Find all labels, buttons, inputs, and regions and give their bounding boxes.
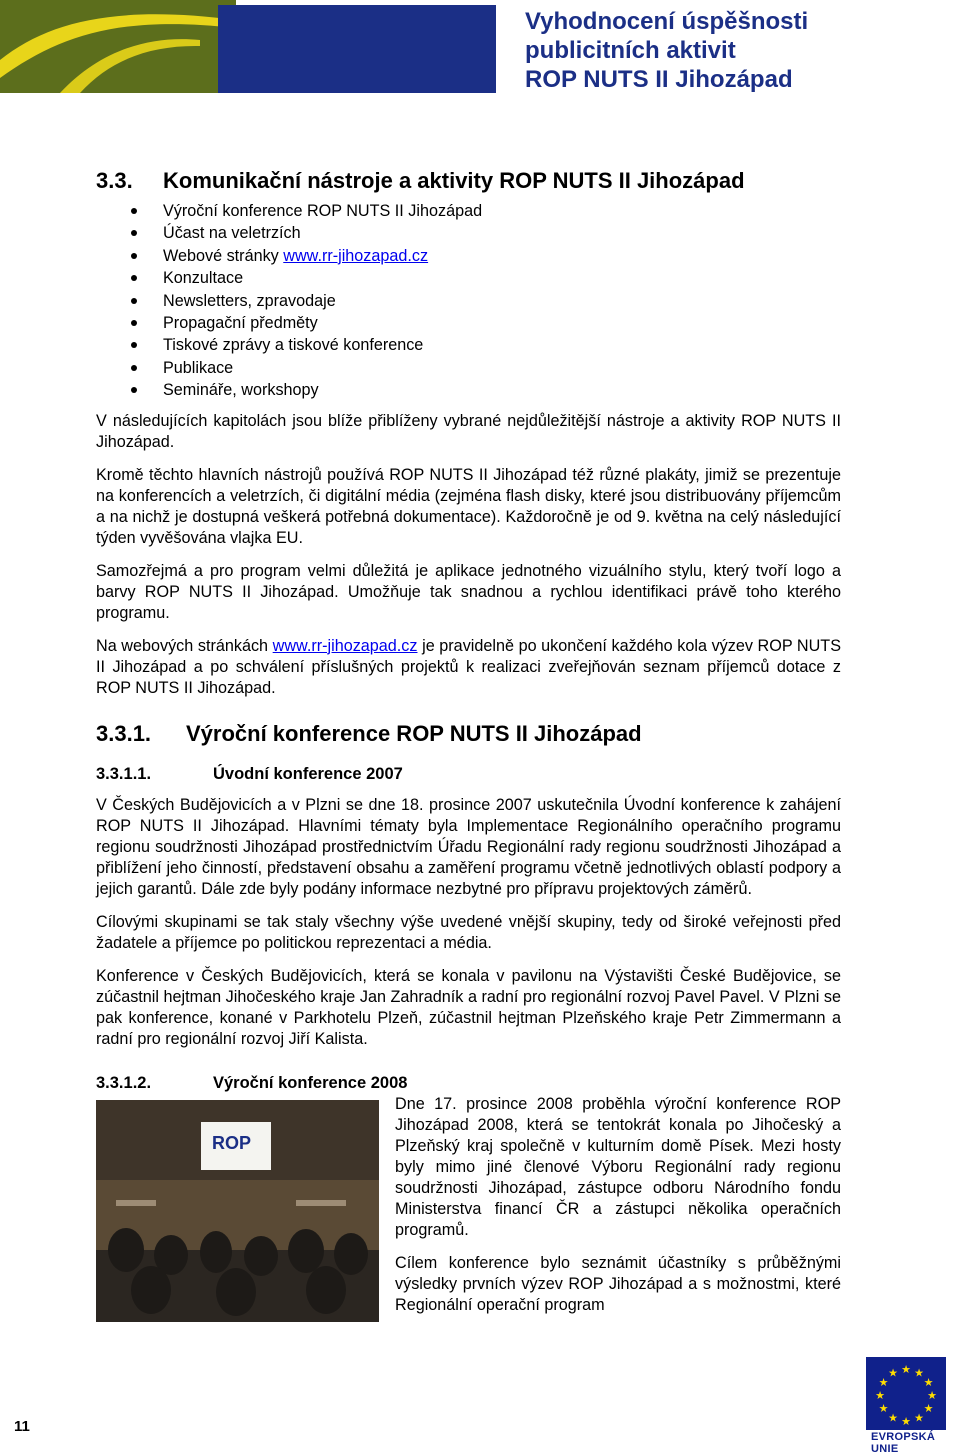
subsubsection-number: 3.3.1.1. bbox=[96, 764, 152, 783]
spacer bbox=[96, 954, 841, 966]
svg-text:★: ★ bbox=[923, 1402, 934, 1415]
bullet-icon bbox=[131, 342, 137, 348]
eu-label: EVROPSKÁ UNIE bbox=[871, 1431, 936, 1455]
list-item bbox=[96, 334, 841, 356]
eu-flag-icon bbox=[866, 1357, 946, 1430]
header-title-line: ROP NUTS II Jihozápad bbox=[525, 66, 793, 93]
list-item-text: Tiskové zprávy a tiskové konference bbox=[163, 336, 424, 355]
svg-text:★: ★ bbox=[914, 1411, 924, 1425]
subsubsection-number: 3.3.1.2. bbox=[96, 1073, 152, 1092]
subsection-heading bbox=[96, 719, 841, 749]
subsection-number: 3.3.1. bbox=[96, 720, 152, 746]
spacer bbox=[96, 785, 841, 795]
paragraph: V Českých Budějovicích a v Plzni se dne 18. prosince 2007 uskutečnila Úvodní konference k zahájení ROP NUTS II Jihozápad. Hlavními tématy byla Implementace Regionálního operačního programu regionu soudržnosti Jihozápad prostřednictvím Úřadu Regionální rady regionu soudržnosti Jihozápad a přiblížení jeho činností, představení obsahu a zaměření programu včetně jednotlivých oblastí podpory a jejich garantů. Dále zde byly podány informace nezbytné pro přípravu projektových záměrů. bbox=[96, 795, 841, 898]
list-item bbox=[96, 357, 841, 379]
subsubsection-heading bbox=[96, 1072, 841, 1094]
intro-paragraph: V následujících kapitolách jsou blíže přiblíženy vybrané nejdůležitější nástroje a aktivity ROP NUTS II Jihozápad. bbox=[96, 411, 841, 451]
list-item-text: Konzultace bbox=[163, 269, 244, 288]
svg-text:★: ★ bbox=[875, 1389, 885, 1402]
bullet-icon bbox=[131, 230, 137, 236]
website-link[interactable]: www.rr-jihozapad.cz bbox=[283, 246, 429, 265]
list-item-text: Výroční konference ROP NUTS II Jihozápad bbox=[163, 202, 483, 220]
paragraph: Cílem konference bylo seznámit účastníky s průběžnými výsledky prvních výzev ROP Jihozápad a s možnostmi, které Regionální operační program bbox=[395, 1253, 841, 1314]
subsubsection-heading bbox=[96, 763, 841, 785]
header-title-line: Vyhodnocení úspěšnosti bbox=[525, 8, 809, 35]
bullet-icon bbox=[131, 387, 137, 393]
header-title-line: publicitních aktivit bbox=[525, 37, 736, 64]
subsubsection-title: Úvodní konference 2007 bbox=[213, 764, 403, 783]
conference-2008-block bbox=[96, 1094, 841, 1322]
svg-text:★: ★ bbox=[901, 1363, 911, 1376]
list-item bbox=[96, 379, 841, 401]
svg-text:★: ★ bbox=[914, 1366, 924, 1380]
svg-text:★: ★ bbox=[878, 1402, 889, 1415]
paragraph: Cílovými skupinami se tak staly všechny výše uvedené vnější skupiny, tedy od široké veřejnosti před žadatele a příjemce po politickou reprezentaci a média. bbox=[96, 912, 841, 952]
paragraph-text: Na webových stránkách bbox=[96, 636, 273, 655]
spacer bbox=[96, 549, 841, 561]
list-item-text: Účast na veletrzích bbox=[163, 224, 301, 243]
paragraph-text: je pravidelně po ukončení každého kola výzev ROP NUTS II Jihozápad a po schválení příslušných projektů k realizaci zveřejňován seznam příjemců dotace z ROP NUTS II Jihozápad. bbox=[96, 636, 841, 697]
bullet-icon bbox=[131, 253, 137, 259]
spacer bbox=[96, 453, 841, 465]
list-item-text: Newsletters, zpravodaje bbox=[163, 291, 336, 310]
bullet-icon bbox=[131, 208, 137, 214]
list-item-text: Propagační předměty bbox=[163, 314, 318, 333]
list-item bbox=[96, 222, 841, 244]
spacer bbox=[96, 1050, 841, 1072]
swoosh-graphic bbox=[0, 0, 236, 93]
header-green-graphic bbox=[0, 0, 236, 93]
spacer bbox=[96, 699, 841, 719]
list-item bbox=[96, 200, 841, 222]
spacer bbox=[96, 749, 841, 763]
spacer bbox=[395, 1241, 841, 1253]
paragraph: Konference v Českých Budějovicích, která se konala v pavilonu na Výstavišti České Budějovice, se zúčastnil hejtman Jihočeského kraje Jan Zahradník a radní pro regionální rozvoj Pavel Pavel. V Plzni se pak konference, konané v Parkhotelu Plzeň, zúčastnil hejtman Plzeňského kraje Petr Zimmermann a radní pro regionální rozvoj Jiří Kalista. bbox=[96, 966, 841, 1048]
bullet-icon bbox=[131, 275, 137, 281]
conference-2008-text bbox=[395, 1094, 841, 1316]
list-item bbox=[96, 267, 841, 289]
document-body bbox=[96, 166, 841, 1322]
section-heading bbox=[96, 166, 841, 196]
svg-text:★: ★ bbox=[888, 1366, 898, 1380]
tools-list bbox=[96, 200, 841, 402]
subsection-title: Výroční konference ROP NUTS II Jihozápad bbox=[186, 720, 642, 746]
section-title: Komunikační nástroje a aktivity ROP NUTS II Jihozápad bbox=[163, 168, 745, 193]
paragraph: Samozřejmá a pro program velmi důležitá je aplikace jednotného vizuálního stylu, který tvoří logo a barvy ROP NUTS II Jihozápad. Umožňuje tak snadnou a rychlou identifikaci právě toho kterého programu. bbox=[96, 561, 841, 622]
section-number: 3.3. bbox=[96, 168, 133, 193]
bullet-icon bbox=[131, 298, 137, 304]
paragraph: Dne 17. prosince 2008 proběhla výroční konference ROP Jihozápad 2008, která se tentokrát konala po Jihočeský a Plzeňský kraj společně v kulturním domě Písek. Mezi hosty byly mimo jiné členové Výboru Regionální rady regionu soudržnosti Jihozápad, zástupce odboru Národního fondu Ministerstva financí ČR a zástupci několika operačních programů. bbox=[395, 1094, 841, 1239]
subsubsection-title: Výroční konference 2008 bbox=[213, 1073, 408, 1092]
bullet-icon bbox=[131, 320, 137, 326]
list-item bbox=[96, 245, 841, 267]
page-number: 11 bbox=[14, 1418, 30, 1435]
list-item-text: Semináře, workshopy bbox=[163, 381, 319, 400]
list-item bbox=[96, 312, 841, 334]
spacer bbox=[96, 624, 841, 636]
eu-stars bbox=[866, 1357, 946, 1430]
svg-text:★: ★ bbox=[923, 1376, 934, 1389]
svg-text:★: ★ bbox=[927, 1389, 937, 1402]
list-item bbox=[96, 290, 841, 312]
photo-banner-text: ROP bbox=[212, 1132, 252, 1153]
svg-text:★: ★ bbox=[888, 1411, 898, 1425]
paragraph bbox=[96, 636, 841, 699]
bullet-icon bbox=[131, 365, 137, 371]
paragraph: Kromě těchto hlavních nástrojů používá ROP NUTS II Jihozápad též různé plakáty, jimiž se prezentuje na konferencích a veletrzích, či digitální média (zejména flash disky, které jsou distribuovány příjemcům a na nichž je dostupná veškerá potřebná dokumentace). Každoročně je od 9. května na celý následující týden vyvěšována vlajka EU. bbox=[96, 465, 841, 547]
header-navy-block bbox=[218, 5, 496, 93]
conference-photo bbox=[96, 1100, 379, 1322]
list-item-text: Webové stránky bbox=[163, 246, 284, 265]
spacer bbox=[96, 900, 841, 912]
svg-text:★: ★ bbox=[901, 1415, 911, 1428]
list-item-text: Publikace bbox=[163, 358, 234, 377]
header-title bbox=[525, 7, 945, 94]
svg-text:★: ★ bbox=[878, 1376, 889, 1389]
website-link[interactable]: www.rr-jihozapad.cz bbox=[272, 636, 418, 655]
